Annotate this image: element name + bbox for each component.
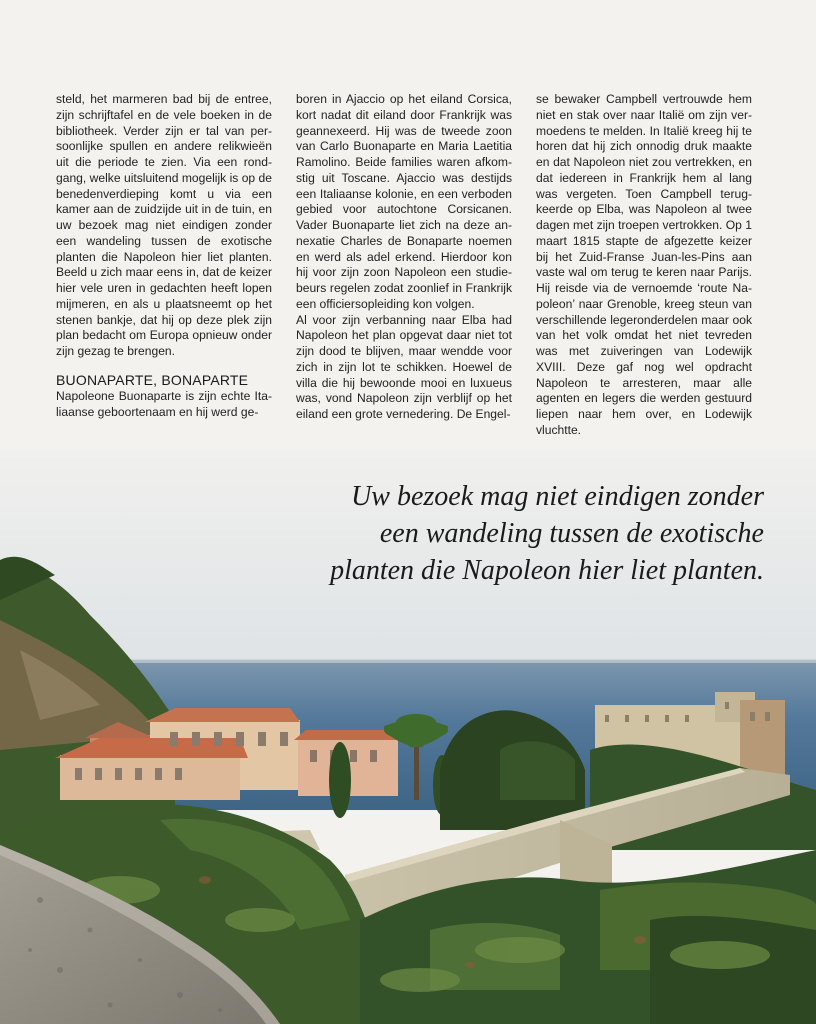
column-1-paragraph-1: steld, het marmeren bad bij de entree, zijn schrijftafel en de vele boeken in de bibliotheek. Verder zijn er tal van per-soonlijke spullen en andere relikwieën uit die periode te zien. Via een rond-gang, welke uitsluitend mogelijk is op de benedenverdieping komt u via een kamer aan de zuidzijde uit in de tuin, en uw bezoek mag niet eindigen zonder een wandeling tussen de exotische planten die Napoleon hier liet planten. Beeld u zich maar eens in, dat de keizer hier vele uren in gedachten heeft lopen mijmeren, en als u plaatsneemt op het stenen bankje, dat hij op deze plek zijn plan bedacht om Europa opnieuw onder zijn gezag te brengen.	[56, 92, 272, 358]
pull-quote-line-2: een wandeling tussen de exotische	[379, 518, 764, 549]
column-2-paragraph-2: Al voor zijn verbanning naar Elba had Napoleon het plan opgevat daar niet tot zijn dood te blijven, maar wendde voor zich in zijn lot te schikken. Hoewel de villa die hij bewoonde mooi en luxueus was, vond Napoleon zijn verblijf op het eiland een grote vernedering. De Engel-	[296, 312, 512, 421]
article-column-3	[536, 92, 752, 439]
article-column-2	[296, 92, 512, 423]
article-column-1	[56, 92, 272, 420]
pull-quote-line-3: planten die Napoleon hier liet planten.	[330, 555, 764, 586]
article-text-area	[0, 0, 816, 450]
column-3-paragraph-1: se bewaker Campbell vertrouwde hem niet en stak over naar Italië om zijn ver-moedens te melden. In Italië kreeg hij te horen dat hij zich onnodig druk maakte en dat Napoleon niet zou vertrekken, en dat iedereen in Frankrijk hem al lang was vergeten. Toen Campbell terug-keerde op Elba, was Napoleon al twee dagen met zijn troepen vertrokken. Op 1 maart 1815 stapte de afgezette keizer bij het Zuid-Franse Juan-les-Pins aan vaste wal om terug te keren naar Parijs. Hij reisde via de vernoemde ‘route Na-poleon’ naar Grenoble, kreeg steun van verschillende legeronderdelen maar ook van het volk omdat het niet tevreden was met zuiveringen van Lodewijk XVIII. Deze gaf nog wel opdracht Napoleon te arresteren, maar alle agenten en legers die werden gestuurd liepen naar hem over, en Lodewijk vluchtte.	[536, 92, 752, 437]
column-1-paragraph-2: Napoleone Buonaparte is zijn echte Ita-liaanse geboortenaam en hij werd ge-	[56, 388, 272, 419]
column-2-paragraph-1: boren in Ajaccio op het eiland Corsica, kort nadat dit eiland door Frankrijk was geannexeerd. Hij was de tweede zoon van Carlo Buonaparte en Maria Laetitia Ramolino. Beide families waren afkom-stig uit Toscane. Ajaccio was destijds een Italiaanse kolonie, en een verboden gebied voor autochtone Corsicanen. Vader Buonaparte liet zich na deze an-nexatie Charles de Bonaparte noemen en werd als adel erkend. Hierdoor kon hij voor zijn zoon Napoleon een studie-beurs regelen zodat zoonlief in Frankrijk een officiersopleiding kon volgen.	[296, 92, 512, 311]
pull-quote-line-1: Uw bezoek mag niet eindigen zonder	[351, 481, 764, 512]
section-heading: BUONAPARTE, BONAPARTE	[56, 371, 249, 388]
pull-quote	[244, 478, 764, 589]
